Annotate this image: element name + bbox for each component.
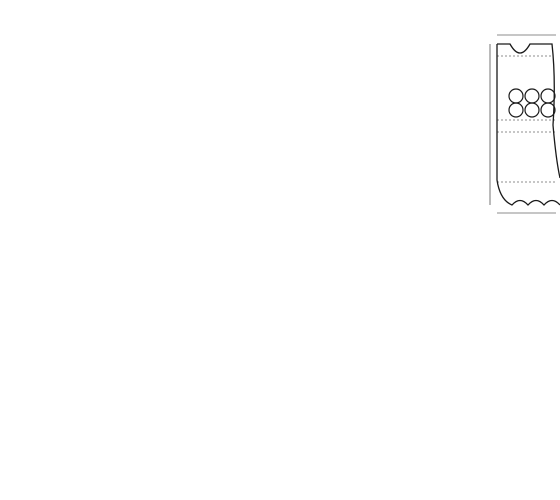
pattern-center-label-box xyxy=(500,145,558,185)
pattern-openwork-motifs xyxy=(509,89,555,117)
garment-pattern xyxy=(490,35,560,213)
